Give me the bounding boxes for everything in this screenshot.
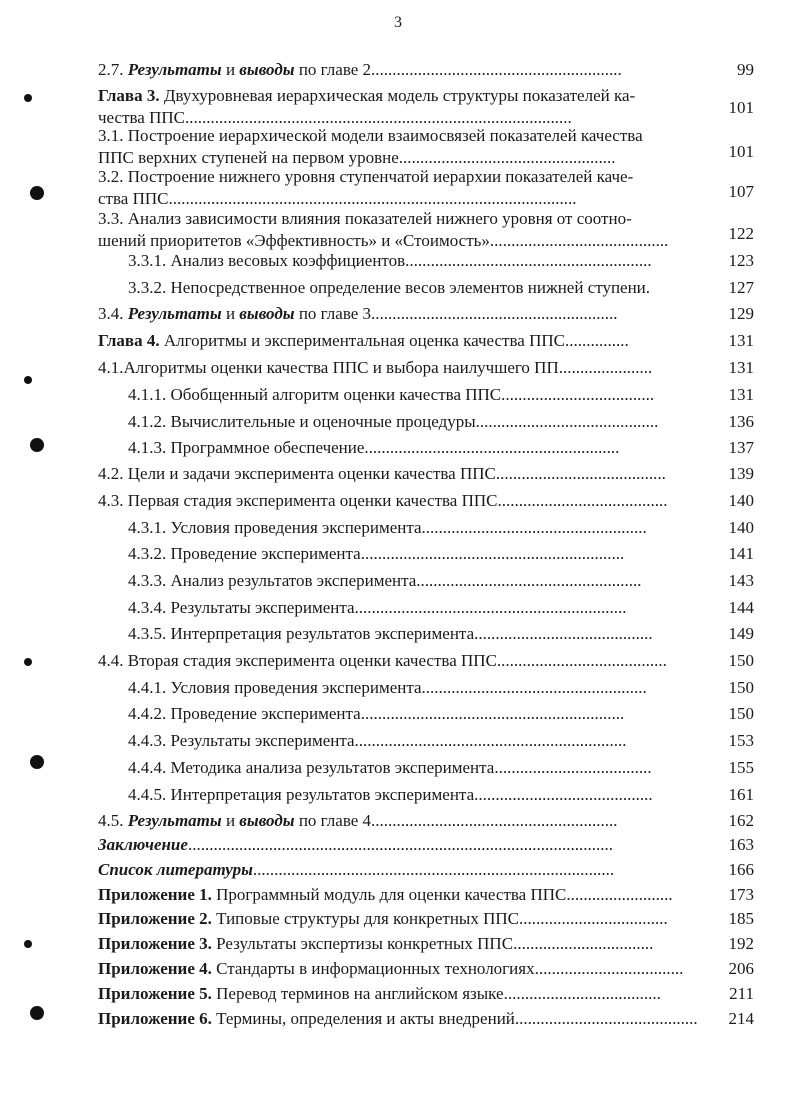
toc-entry[interactable]: Заключение.................................................................................................... 163 [0, 833, 796, 857]
page-ref: 161 [728, 785, 754, 804]
toc-entry[interactable]: 4.3.1. Условия проведения эксперимента..................................................... 140 [0, 516, 796, 540]
toc-entry[interactable]: 4.5. Результаты и выводы по главе 4.......................................................... 162 [0, 809, 796, 833]
toc-entry[interactable]: 4.3.3. Анализ результатов эксперимента..................................................... 143 [0, 569, 796, 593]
page-ref: 131 [728, 331, 754, 350]
page-ref: 150 [728, 678, 754, 697]
toc-entry[interactable]: Приложение 1. Программный модуль для оценки качества ППС......................... 173 [0, 883, 796, 907]
page-ref: 173 [728, 885, 754, 904]
toc-entry[interactable]: 4.4.5. Интерпретация результатов эксперимента.......................................... 161 [0, 783, 796, 807]
toc-entry[interactable]: Приложение 6. Термины, определения и акты внедрений........................................... 214 [0, 1007, 796, 1031]
toc-entry[interactable]: 3.1. Построение иерархической модели взаимосвязей показателей качества ППС верхних ступеней на первом уровне................................................... 101 [98, 126, 754, 167]
toc-entry[interactable]: 3.3.1. Анализ весовых коэффициентов.......................................................... 123 [0, 249, 796, 273]
page-ref: 129 [728, 304, 754, 323]
page-ref: 139 [728, 464, 754, 483]
page-ref: 141 [728, 544, 754, 563]
toc-entry[interactable]: 4.1.3. Программное обеспечение............................................................ 137 [0, 436, 796, 460]
toc-entry[interactable]: 3.2. Построение нижнего уровня ступенчатой иерархии показателей каче- ства ППС................................................................................................ 107 [98, 167, 754, 208]
page-ref: 214 [728, 1009, 754, 1028]
toc-entry[interactable]: 3.4. Результаты и выводы по главе 3.......................................................... 129 [0, 302, 796, 326]
page-ref: 127 [728, 278, 754, 297]
toc-entry[interactable]: 4.1.2. Вычислительные и оценочные процедуры........................................... 136 [0, 410, 796, 434]
toc-entry[interactable]: Приложение 5. Перевод терминов на английском языке..................................... 211 [0, 982, 796, 1006]
page-ref: 101 [728, 142, 754, 161]
page-ref: 144 [728, 598, 754, 617]
page-ref: 206 [728, 959, 754, 978]
toc-entry[interactable]: Глава 4. Алгоритмы и экспериментальная оценка качества ППС............... 131 [0, 329, 796, 353]
page-ref: 150 [728, 704, 754, 723]
toc-entry[interactable]: 3.3. Анализ зависимости влияния показателей нижнего уровня от соотно- шений приоритетов «Эффективность» и «Стоимость».......................................... 122 [98, 209, 754, 250]
page-ref: 162 [728, 811, 754, 830]
toc-entry[interactable]: 4.1.Алгоритмы оценки качества ППС и выбора наилучшего ПП...................... 131 [0, 356, 796, 380]
page-ref: 123 [728, 251, 754, 270]
toc-entry[interactable]: 4.3.4. Результаты эксперимента................................................................ 144 [0, 596, 796, 620]
toc-entry[interactable]: 4.2. Цели и задачи эксперимента оценки качества ППС........................................ 139 [0, 462, 796, 486]
toc-entry[interactable]: Глава 3. Двухуровневая иерархическая модель структуры показателей ка- чества ППС........................................................................................... 101 [98, 86, 754, 127]
toc-entry[interactable]: Список литературы..................................................................................... 166 [0, 858, 796, 882]
toc-entry[interactable]: 3.3.2. Непосредственное определение весов элементов нижней ступени. 127 [0, 276, 796, 300]
toc-entry[interactable]: Приложение 4. Стандарты в информационных технологиях................................... 206 [0, 957, 796, 981]
page-ref: 155 [728, 758, 754, 777]
toc-entry[interactable]: 4.3.5. Интерпретация результатов эксперимента.......................................... 149 [0, 622, 796, 646]
page-ref: 99 [737, 60, 754, 79]
page-ref: 150 [728, 651, 754, 670]
page-ref: 101 [728, 98, 754, 117]
page-ref: 140 [728, 518, 754, 537]
page-ref: 131 [728, 385, 754, 404]
page-ref: 137 [728, 438, 754, 457]
page-ref: 192 [728, 934, 754, 953]
toc-entry[interactable]: 4.1.1. Обобщенный алгоритм оценки качества ППС.................................... 131 [0, 383, 796, 407]
page-ref: 140 [728, 491, 754, 510]
toc-entry[interactable]: 4.4.4. Методика анализа результатов эксперимента..................................... 155 [0, 756, 796, 780]
toc-entry[interactable]: 4.4.1. Условия проведения эксперимента..................................................... 150 [0, 676, 796, 700]
toc-entry[interactable]: 4.4.3. Результаты эксперимента................................................................ 153 [0, 729, 796, 753]
toc-entry[interactable]: 4.4. Вторая стадия эксперимента оценки качества ППС........................................ 150 [0, 649, 796, 673]
toc-entry[interactable]: Приложение 2. Типовые структуры для конкретных ППС................................... 185 [0, 907, 796, 931]
page-number: 3 [394, 14, 402, 31]
page-ref: 131 [728, 358, 754, 377]
page-ref: 122 [728, 224, 754, 243]
toc-entry[interactable]: 4.3. Первая стадия эксперимента оценки качества ППС........................................ 140 [0, 489, 796, 513]
page-ref: 163 [728, 835, 754, 854]
page-ref: 166 [728, 860, 754, 879]
page-ref: 211 [729, 984, 754, 1003]
page-ref: 185 [728, 909, 754, 928]
toc-entry[interactable]: 4.3.2. Проведение эксперимента.............................................................. 141 [0, 542, 796, 566]
toc-entry[interactable]: 2.7. Результаты и выводы по главе 2........................................................... 99 [0, 58, 796, 82]
page-ref: 143 [728, 571, 754, 590]
page-ref: 149 [728, 624, 754, 643]
page-ref: 107 [728, 182, 754, 201]
page-ref: 153 [728, 731, 754, 750]
toc-entry[interactable]: Приложение 3. Результаты экспертизы конкретных ППС................................. 192 [0, 932, 796, 956]
page-ref: 136 [728, 412, 754, 431]
toc-entry[interactable]: 4.4.2. Проведение эксперимента.............................................................. 150 [0, 702, 796, 726]
